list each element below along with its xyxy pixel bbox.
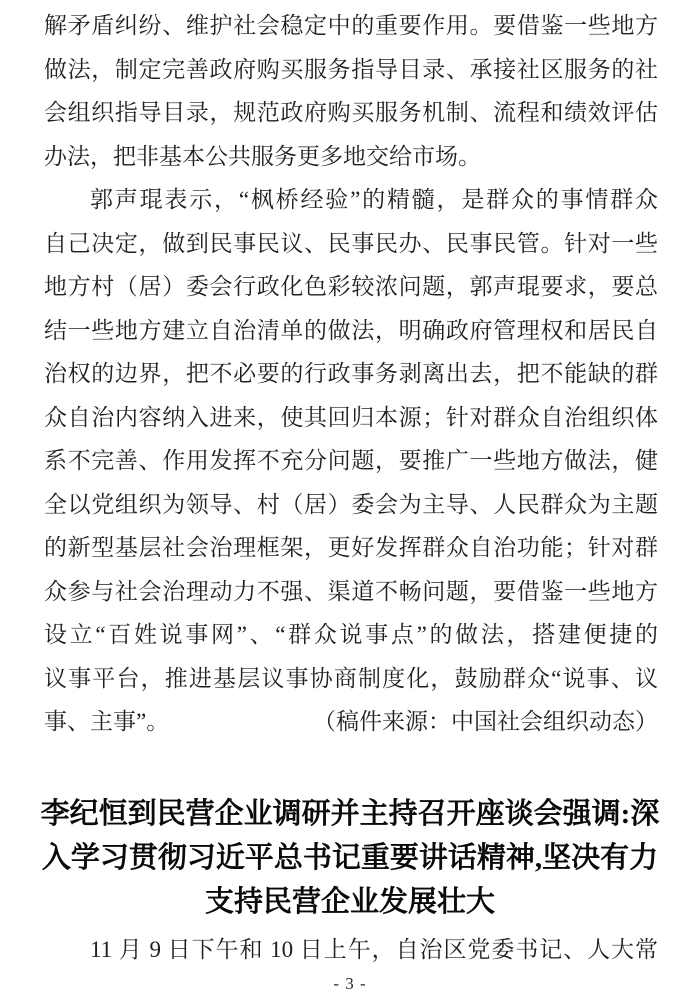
text-line: 郭声琨表示，“枫桥经验”的精髓，是群众的事情群众 [90,187,658,212]
text-line: 众自治内容纳入进来，使其回归本源；针对群众自治组织体 [44,404,658,430]
text-line: 全以党组织为领导、村（居）委会为主导、人民群众为主题 [44,491,658,517]
text-line: 议事平台，推进基层议事协商制度化，鼓励群众“说事、议 [44,665,658,691]
text-line: 11 月 9 日下午和 10 日上午，自治区党委书记、人大常 [90,936,658,962]
paragraph-end-text: 事、主事”。 [44,709,170,734]
text-line: 系不完善、作用发挥不充分问题，要推广一些地方做法，健 [44,448,658,473]
text-line: 众参与社会治理动力不强、渠道不畅问题，要借鉴一些地方 [44,578,658,604]
text-line: 办法，把非基本公共服务更多地交给市场。 [44,143,481,169]
article1-paragraph-2 [44,178,658,700]
article2-paragraph-1 [44,928,658,972]
text-line: 李纪恒到民营企业调研并主持召开座谈会强调:深 [40,797,660,830]
text-line: 结一些地方建立自治清单的做法，明确政府管理权和居民自 [44,317,658,343]
text-line: 解矛盾纠纷、维护社会稳定中的重要作用。要借鉴一些地方 [44,13,658,38]
source-attribution: （稿件来源：中国社会组织动态） [313,709,658,734]
text-line: 做法，制定完善政府购买服务指导目录、承接社区服务的社 [44,56,658,82]
text-line: 支持民营企业发展壮大 [204,885,495,918]
article1-paragraph-1 [44,4,658,178]
article2-title [0,792,700,924]
text-line: 自己决定，做到民事民议、民事民办、民事民管。针对一些 [44,230,658,256]
text-line: 的新型基层社会治理框架，更好发挥群众自治功能；针对群 [44,535,658,560]
text-line: 入学习贯彻习近平总书记重要讲话精神,坚决有力 [41,841,659,874]
text-line: 设立“百姓说事网”、“群众说事点”的做法，搭建便捷的 [44,622,658,647]
article2-body [0,924,700,972]
page-number: - 3 - [333,974,367,993]
text-line: 会组织指导目录，规范政府购买服务机制、流程和绩效评估 [44,100,658,125]
text-line: 治权的边界，把不必要的行政事务剥离出去，把不能缺的群 [44,361,658,386]
text-line: 地方村（居）委会行政化色彩较浓问题，郭声琨要求，要总 [44,274,658,299]
article1-paragraph-2-last-line [44,700,658,744]
